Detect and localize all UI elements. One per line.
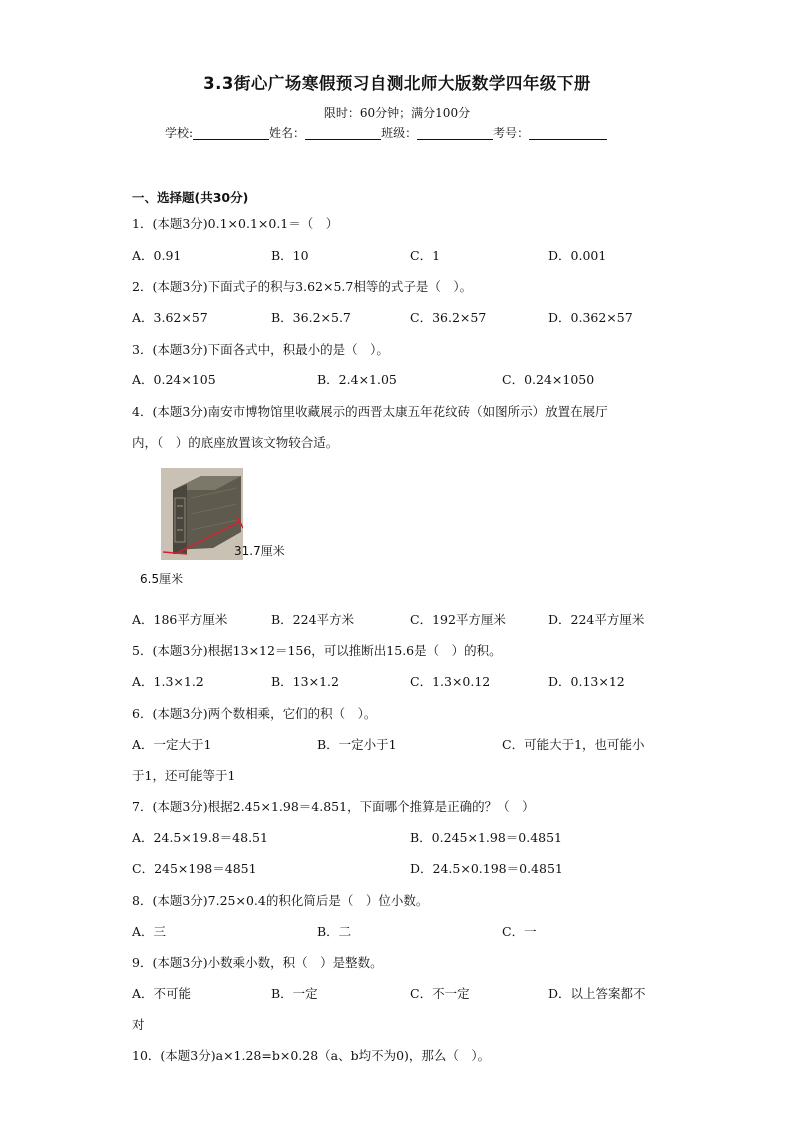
page-title: 3.3街心广场寒假预习自测北师大版数学四年级下册 — [203, 74, 591, 93]
option-d[interactable]: D．0.001 — [548, 248, 607, 263]
question-4-stem-line-2: 内，（ ）的底座放置该文物较合适。 — [132, 435, 339, 450]
option-b[interactable]: B．一定小于1 — [317, 737, 397, 752]
option-b[interactable]: B．0.245×1.98＝0.4851 — [410, 830, 563, 845]
option-a[interactable]: A．3.62×57 — [132, 310, 208, 325]
question-10-stem: 10．(本题3分)a×1.28=b×0.28（a、b均不为0)，那么（ ）。 — [132, 1048, 491, 1063]
student-info-line — [165, 124, 607, 141]
option-d[interactable]: D．224平方厘米 — [548, 612, 645, 627]
option-a[interactable]: A．1.3×1.2 — [132, 674, 204, 689]
option-d[interactable]: D．24.5×0.198＝0.4851 — [410, 861, 563, 876]
option-c[interactable]: C．1 — [410, 248, 441, 263]
option-b[interactable]: B．一定 — [271, 986, 318, 1001]
question-1-options — [132, 246, 672, 262]
option-b[interactable]: B．13×1.2 — [271, 674, 339, 689]
question-2-stem: 2．(本题3分)下面式子的积与3.62×5.7相等的式子是（ ）。 — [132, 279, 473, 294]
option-d[interactable]: D．0.362×57 — [548, 310, 633, 325]
name-blank[interactable] — [305, 126, 381, 140]
school-label: 学校: — [165, 126, 194, 140]
option-a[interactable]: A．0.24×105 — [132, 372, 216, 387]
question-8-options — [132, 922, 672, 938]
question-7-stem: 7．(本题3分)根据2.45×1.98＝4.851，下面哪个推算是正确的？（ ） — [132, 799, 535, 814]
option-b[interactable]: B．36.2×5.7 — [271, 310, 351, 325]
question-6-option-c-continuation: 于1，还可能等于1 — [132, 768, 236, 783]
option-c[interactable]: C．0.24×1050 — [502, 372, 595, 387]
question-1-stem: 1．(本题3分)0.1×0.1×0.1＝（ ） — [132, 216, 339, 231]
option-b[interactable]: B．2.4×1.05 — [317, 372, 397, 387]
brick-length-label: 31.7厘米 — [234, 544, 285, 558]
class-blank[interactable] — [417, 126, 493, 140]
option-a[interactable]: A．0.91 — [132, 248, 182, 263]
option-d[interactable]: D．0.13×12 — [548, 674, 625, 689]
question-7-options-row-1 — [132, 828, 672, 844]
option-c[interactable]: C．不一定 — [410, 986, 470, 1001]
question-4-options — [132, 610, 672, 626]
question-6-stem: 6．(本题3分)两个数相乘，它们的积（ ）。 — [132, 706, 377, 721]
question-7-options-row-2 — [132, 859, 672, 875]
question-9-stem: 9．(本题3分)小数乘小数，积（ ）是整数。 — [132, 955, 383, 970]
time-limit-text: 限时：60分钟；满分100分 — [323, 106, 471, 120]
question-4-stem-line-1: 4．(本题3分)南安市博物馆里收藏展示的西晋太康五年花纹砖（如图所示）放置在展厅 — [132, 404, 608, 419]
question-5-options — [132, 672, 672, 688]
question-9-option-d-continuation: 对 — [132, 1017, 145, 1032]
question-2-options — [132, 308, 672, 324]
brick-figure — [138, 466, 298, 586]
option-a[interactable]: A．24.5×19.8＝48.51 — [132, 830, 268, 845]
option-a[interactable]: A．一定大于1 — [132, 737, 212, 752]
option-c[interactable]: C．一 — [502, 924, 537, 939]
school-blank[interactable] — [193, 126, 269, 140]
question-3-stem: 3．(本题3分)下面各式中，积最小的是（ ）。 — [132, 342, 389, 357]
exam-number-blank[interactable] — [529, 126, 607, 140]
option-c[interactable]: C．36.2×57 — [410, 310, 487, 325]
option-c[interactable]: C．可能大于1，也可能小 — [502, 737, 645, 752]
class-label: 班级： — [381, 126, 418, 140]
name-label: 姓名： — [269, 126, 306, 140]
exam-number-label: 考号： — [493, 126, 530, 140]
question-9-options — [132, 984, 672, 1000]
option-a[interactable]: A．三 — [132, 924, 167, 939]
option-b[interactable]: B．10 — [271, 248, 309, 263]
question-5-stem: 5．(本题3分)根据13×12＝156，可以推断出15.6是（ ）的积。 — [132, 643, 502, 658]
option-b[interactable]: B．224平方米 — [271, 612, 355, 627]
option-d[interactable]: D．以上答案都不 — [548, 986, 646, 1001]
option-a[interactable]: A．不可能 — [132, 986, 192, 1001]
option-b[interactable]: B．二 — [317, 924, 352, 939]
section-heading: 一、选择题(共30分) — [132, 190, 249, 205]
question-8-stem: 8．(本题3分)7.25×0.4的积化简后是（ ）位小数。 — [132, 893, 429, 908]
brick-width-label: 6.5厘米 — [140, 572, 184, 586]
option-a[interactable]: A．186平方厘米 — [132, 612, 228, 627]
question-6-options — [132, 735, 672, 751]
option-c[interactable]: C．1.3×0.12 — [410, 674, 491, 689]
option-c[interactable]: C．245×198＝4851 — [132, 861, 257, 876]
option-c[interactable]: C．192平方厘米 — [410, 612, 506, 627]
brick-photo-icon — [161, 468, 243, 560]
question-3-options — [132, 370, 672, 386]
